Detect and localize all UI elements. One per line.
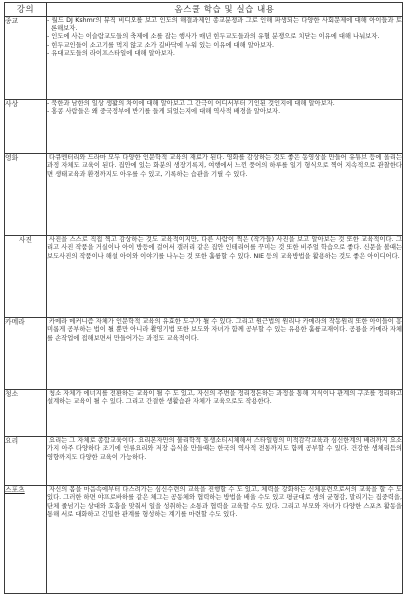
lesson-table bbox=[4, 2, 403, 594]
category-film: 영화 bbox=[5, 154, 47, 236]
category-sports: 스포츠 bbox=[5, 486, 47, 594]
header-lecture: 강의 bbox=[5, 3, 47, 17]
film-text: 다큐멘터리와 드라마 모두 다양한 인문학적 교육의 재료가 된다. 영화를 감상하는 것도 좋은 동영상을 만들어 유튜브 등에 올리는 과정 자체도 교육이 된다. 집안에 있는 화분의 생장기록지, 여행에서 느낀 풍어의 하루를 일기 형식으로 찍어 지속적으로 관찰한다면 생태교육과 환경까지도 아우를 수 있고, 기록하는 습관을 기릴 수 있다. bbox=[47, 154, 402, 178]
table-row-camera bbox=[5, 318, 403, 390]
religion-item: - 힌두교인들이 소고기를 먹지 않고 소가 길바닥에 누워 있는 이유에 대해 알아보자. bbox=[47, 41, 275, 49]
category-camera: 카메라 bbox=[5, 318, 47, 390]
cooking-text: 요리는 그 자체로 종합교육이다. 요리본자만의 물리학적 통생소티시체해서 스타일링의 미적감각교육과 심신한계의 배려까지 요소가지 아주 다양하다 조기에 인류요리와 저장 음식을 만들때는 한국의 역사적 전통까지도 함께 공부할 수 있다. 건강한 생체리듬의 영향까지도 다양한 교육이 가능하다. bbox=[47, 437, 402, 461]
header-content: 옴스쿨 학습 및 실습 내용 bbox=[47, 3, 403, 17]
sports-text: 자신의 몸을 마음속에부터 다스려가는 심신수련의 교육을 진행할 수 도 있고, 체력을 강화하는 신체훈련으로서의 교육을 할 수 도 있다. 그러한 하면 야프로바하를 같은 체그는 공동체와 협력하는 방법을 배울 수도 있고 평균대로 생의 균형감, 말리기는 집중력을, 단체 줄넘기는 상대와 호흡을 맞춰서 일을 성취하는 소통과 협력을 교육할 수도 있다. 그리고 부모와 자녀가 다양한 스포츠 활동을 통해 서로 대화하고 긴밀한 관계를 형성하는 계기를 마련할 수도 있다. bbox=[47, 486, 402, 519]
ideology-item: - 북한과 남한의 일상 생활의 차이에 대해 알아보고 그 간극이 어디서부터 기인된 것인지에 대해 알아보자. bbox=[47, 100, 335, 107]
content-cooking bbox=[47, 437, 403, 486]
content-film bbox=[47, 154, 403, 236]
content-cleaning bbox=[47, 390, 403, 437]
religion-item: - 인도에 사는 이슬람교도들의 축제에 소를 잡는 행사가 매년 힌두교도들과의 유혈 분쟁으로 치닫는 이유에 대해 나눠보자. bbox=[47, 33, 380, 41]
content-camera bbox=[47, 318, 403, 390]
content-photo bbox=[47, 236, 403, 318]
ideology-item: - 홍콩 사람들은 왜 중국정부에 반기를 들게 되었는지에 대해 역사적 배경을 알아보자. bbox=[47, 108, 281, 116]
content-religion bbox=[47, 17, 403, 100]
camera-text: 카메라 메커니즘 자체가 인문학적 교육의 유효한 도구가 될 수 있다. 그리고 원근법의 원리나 카메라의 작동원리 또한 아이들이 흥미롭게 공부하는 법이 될 뿐만 아니라 촬영기법 또한 보도와 자녀가 함께 공부할 수 있는 유용한 훌륭교재이다. 공룡을 카메라 자체를 손작업에 접해보면서 만들어가는 과정도 교육적이다. bbox=[47, 318, 402, 342]
category-cleaning: 청소 bbox=[5, 390, 47, 437]
table-header-row bbox=[5, 3, 403, 17]
table-row-sports bbox=[5, 486, 403, 594]
table-row-cooking bbox=[5, 437, 403, 486]
table-row-cleaning bbox=[5, 390, 403, 437]
table-row-religion bbox=[5, 17, 403, 100]
table-row-photo bbox=[5, 236, 403, 318]
lesson-document bbox=[4, 2, 402, 594]
content-ideology bbox=[47, 100, 403, 154]
content-sports bbox=[47, 486, 403, 594]
photo-text: 사진을 스스로 직접 찍고 감상하는 것도 교육적이지만, 다른 사람이 찍은 (작가들) 사진을 보고 알아보는 것 또한 교육적이다. 그리고 사진 작품을 거실이나 아이 방등에 걸어서 갤러리 같은 집안 인테리어를 꾸미는 것 또한 비주얼 학습으로 좋다. 신문을 볼때는 보도사진의 작품이나 해설 아이와 이야기를 나누는 것 또한 훌륭할 수 있다. NIE 등의 교육방법을 활용하는 것도 좋은 아이디어다. bbox=[47, 236, 402, 260]
cleaning-text: 청소 자체가 에너지를 전환하는 교육이 될 수 도 있고, 자신의 주변을 정리정돈하는 과정을 통해 지식이나 관계의 구조를 정리하고 설계하는 교육이 될 수 있다. 그리고 간결한 생활습관 자체가 교육으로도 작용한다. bbox=[47, 390, 402, 406]
religion-item: - 유대교도들의 라이프스타일에 대해 알아보자. bbox=[47, 49, 175, 57]
category-photo: 사진 bbox=[5, 236, 47, 318]
religion-item: - 월드 DJ Kshmr의 뮤직 비디오를 보고 인도의 해결과제인 종교분쟁과 그로 인해 파생되는 다양한 사회문제에 대해 아이들과 토론해보자. bbox=[47, 17, 402, 33]
category-ideology: 사상 bbox=[5, 100, 47, 154]
category-religion: 종교 bbox=[5, 17, 47, 100]
table-row-ideology bbox=[5, 100, 403, 154]
category-cooking: 요리 bbox=[5, 437, 47, 486]
table-row-film bbox=[5, 154, 403, 236]
